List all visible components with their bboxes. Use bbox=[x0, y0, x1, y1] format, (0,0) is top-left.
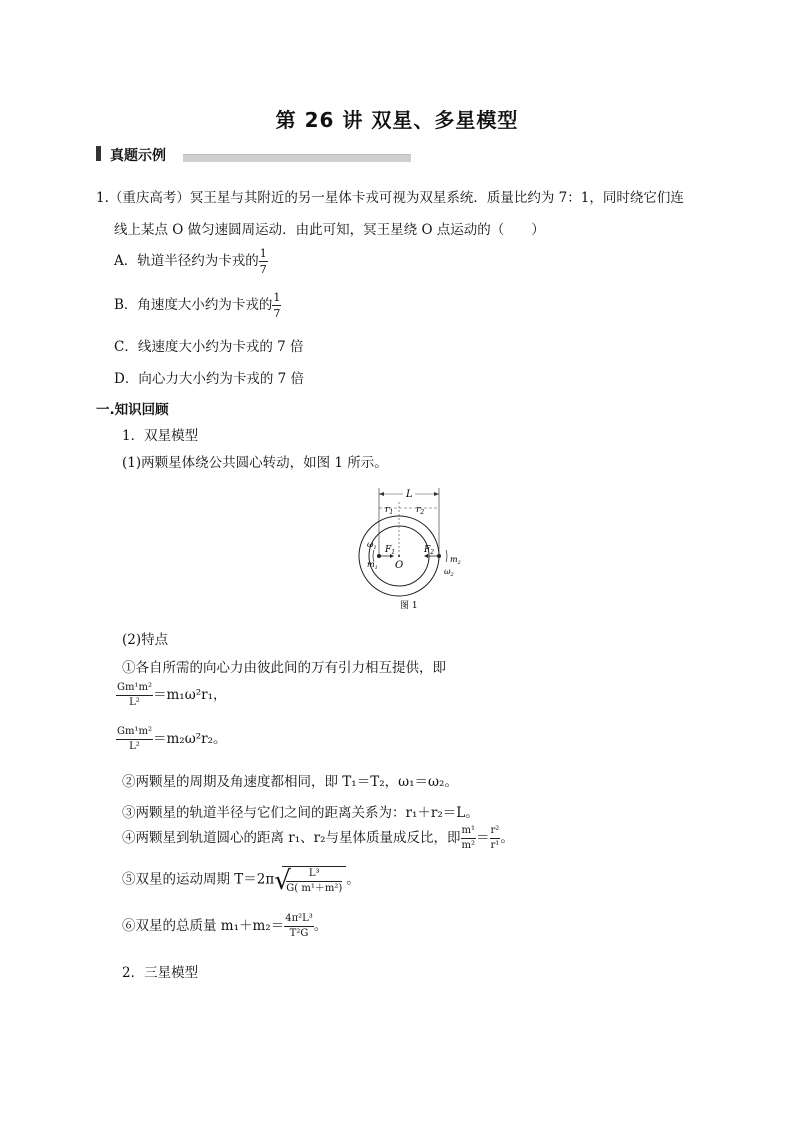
period-sqrt: √ $\frac{\text{L³}}{\text{G( m¹＋m²)}}$ bbox=[274, 866, 346, 894]
question-line-2: 线上某点 O 做匀速圆周运动．由此可知，冥王星绕 O 点运动的（ ） bbox=[114, 222, 545, 238]
equation-1-fraction: $\frac{\text{Gm¹m²}}{\text{L²}}$ bbox=[117, 682, 152, 708]
option-a-fraction: $\frac{1}{7}$ bbox=[259, 247, 267, 276]
characteristic-5: ⑤双星的运动周期 T＝2π √ $\frac{\text{L³}}{\text{G( m¹＋m²)}}$ 。 bbox=[122, 866, 360, 896]
label-omega2: $\omega_2$ bbox=[444, 567, 454, 578]
point-2: (2)特点 bbox=[122, 632, 169, 648]
page-title: 第 26 讲 双星、多星模型 bbox=[275, 108, 519, 132]
figure-caption: 图 1 bbox=[400, 601, 418, 611]
subsection-triple-star: 2．三星模型 bbox=[122, 965, 199, 981]
label-m2: $m_2$ bbox=[450, 555, 461, 566]
mass-ratio-fraction: $\frac{\text{m¹}}{\text{m²}}$ bbox=[461, 825, 476, 851]
section-marker bbox=[96, 146, 101, 161]
option-b-fraction: $\frac{1}{7}$ bbox=[273, 291, 281, 320]
label-r1: $r_1$ bbox=[385, 505, 394, 516]
characteristic-4: ④两颗星到轨道圆心的距离 r₁、r₂与星体质量成反比，即 $\frac{\text{m¹}}{\text{m²}}$ ＝ $\frac{\text{r²}}{\text{r¹}}$ 。 bbox=[122, 825, 514, 851]
point-1: (1)两颗星体绕公共圆心转动，如图 1 所示。 bbox=[122, 455, 388, 471]
option-a-text: A．轨道半径约为卡戎的 bbox=[114, 253, 259, 269]
equation-2-fraction: $\frac{\text{Gm¹m²}}{\text{L²}}$ bbox=[117, 726, 152, 752]
option-b bbox=[114, 292, 281, 319]
radius-ratio-fraction: $\frac{\text{r²}}{\text{r¹}}$ bbox=[490, 825, 500, 851]
label-r2: $r_2$ bbox=[416, 505, 425, 516]
option-a bbox=[114, 248, 268, 275]
label-F2: $F_2$ bbox=[424, 545, 435, 556]
total-mass-fraction: $\frac{\text{4π²L³}}{\text{T²G}}$ bbox=[285, 913, 313, 939]
label-F1: $F_1$ bbox=[385, 545, 396, 556]
label-L: L bbox=[406, 489, 413, 500]
section-heading: 真题示例 bbox=[110, 148, 166, 164]
binary-star-figure bbox=[350, 484, 470, 614]
knowledge-heading: 一.知识回顾 bbox=[96, 402, 169, 418]
label-m1: $m_1$ bbox=[367, 560, 378, 571]
label-O: O bbox=[395, 560, 404, 571]
question-line-1: 1.（重庆高考）冥王星与其附近的另一星体卡戎可视为双星系统．质量比约为 7：1，同时绕它们连 bbox=[96, 190, 684, 206]
characteristic-6: ⑥双星的总质量 m₁＋m₂＝ $\frac{\text{4π²L³}}{\text{T²G}}$ 。 bbox=[122, 913, 328, 939]
characteristic-3: ③两颗星的轨道半径与它们之间的距离关系为：r₁＋r₂＝L。 bbox=[122, 805, 479, 821]
equation-1: $\frac{\text{Gm¹m²}}{\text{L²}}$ ＝m₁ω²r₁， bbox=[117, 682, 227, 708]
subsection-binary-star: 1．双星模型 bbox=[122, 428, 199, 444]
section-rule bbox=[183, 154, 411, 162]
option-c: C．线速度大小约为卡戎的 7 倍 bbox=[114, 339, 304, 355]
characteristic-1: ①各自所需的向心力由彼此间的万有引力相互提供，即 bbox=[122, 660, 446, 676]
characteristic-2: ②两颗星的周期及角速度都相同，即 T₁＝T₂，ω₁＝ω₂。 bbox=[122, 774, 458, 790]
equation-2: $\frac{\text{Gm¹m²}}{\text{L²}}$ ＝m₂ω²r₂。 bbox=[117, 726, 227, 752]
label-omega1: $\omega_1$ bbox=[367, 540, 377, 551]
option-b-text: B．角速度大小约为卡戎的 bbox=[114, 297, 273, 313]
option-d: D．向心力大小约为卡戎的 7 倍 bbox=[114, 371, 304, 387]
